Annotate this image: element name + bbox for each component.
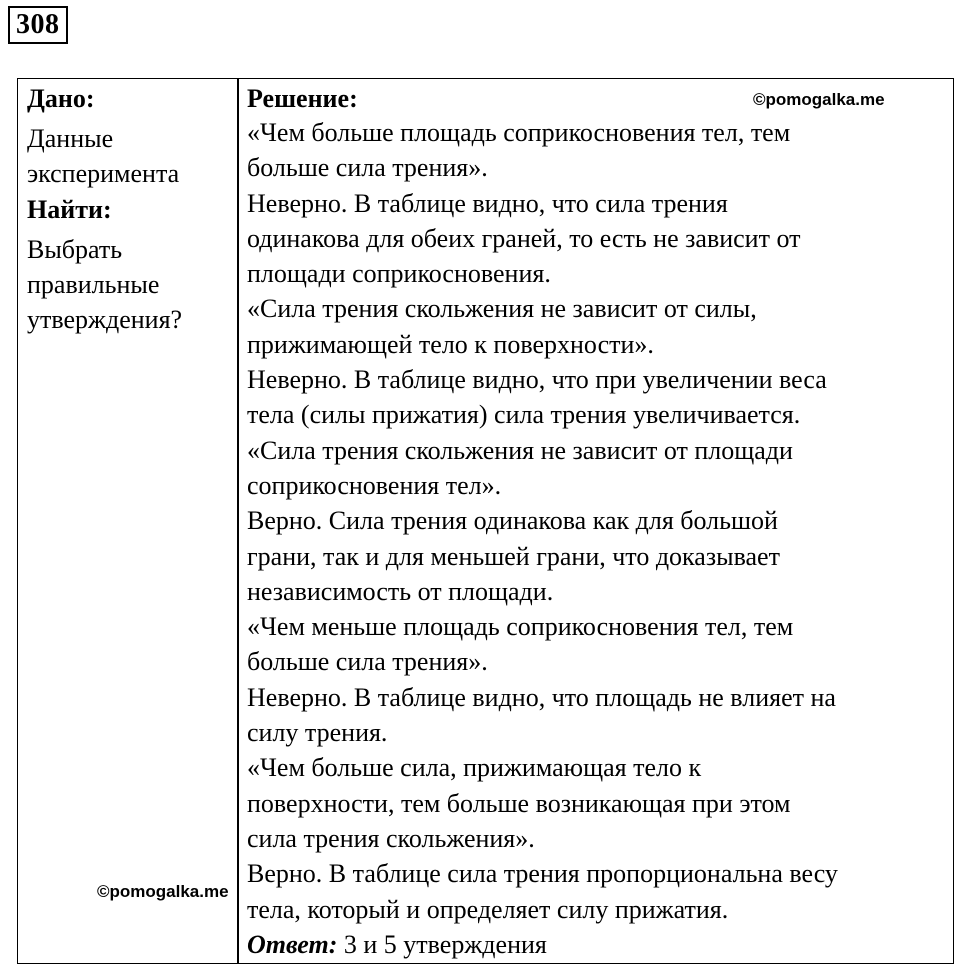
- solution-line: грани, так и для меньшей грани, что доказывает: [247, 541, 780, 571]
- solution-line: больше сила трения».: [247, 647, 488, 677]
- solution-line: одинакова для обеих граней, то есть не зависит от: [247, 223, 801, 253]
- solution-line: больше сила трения».: [247, 153, 488, 183]
- solution-line: Верно. В таблице сила трения пропорциональна весу: [247, 859, 838, 889]
- find-heading: Найти:: [27, 195, 112, 224]
- solution-heading: Решение:: [247, 84, 358, 113]
- solution-line: силу трения.: [247, 718, 388, 748]
- solution-column: [247, 83, 952, 962]
- solution-line: Неверно. В таблице видно, что площадь не влияет на: [247, 682, 836, 712]
- solution-line: «Чем меньше площадь соприкосновения тел, тем: [247, 612, 794, 642]
- given-heading: Дано:: [27, 84, 95, 113]
- column-divider: [237, 79, 239, 963]
- given-text: [27, 121, 232, 191]
- solution-line: поверхности, тем больше возникающая при этом: [247, 788, 791, 818]
- solution-line: «Чем больше площадь соприкосновения тел, тем: [247, 118, 791, 147]
- solution-line: «Сила трения скольжения не зависит от площади: [247, 435, 793, 465]
- answer-text: 3 и 5 утверждения: [337, 929, 547, 959]
- watermark-top: ©pomogalka.me: [753, 90, 885, 109]
- solution-line: соприкосновения тел».: [247, 470, 502, 500]
- solution-line: «Чем больше сила, прижимающая тело к: [247, 753, 702, 783]
- solution-line: Неверно. В таблице видно, что при увеличении веса: [247, 365, 827, 395]
- solution-line: площади соприкосновения.: [247, 259, 551, 289]
- find-line: Выбрать: [27, 235, 123, 264]
- find-line: утверждения?: [27, 305, 183, 334]
- solution-table: [17, 78, 954, 964]
- answer-line: [247, 927, 952, 962]
- given-line: Данные: [27, 124, 114, 153]
- solution-line: Неверно. В таблице видно, что сила трения: [247, 188, 728, 218]
- solution-line: прижимающей тело к поверхности».: [247, 329, 654, 359]
- given-line: эксперимента: [27, 159, 180, 188]
- problem-number: 308: [8, 6, 68, 44]
- given-column: [27, 83, 232, 340]
- solution-line: сила трения скольжения».: [247, 823, 535, 853]
- watermark-bottom: ©pomogalka.me: [97, 882, 229, 901]
- solution-line: тела, который и определяет силу прижатия.: [247, 894, 729, 924]
- solution-line: тела (силы прижатия) сила трения увеличивается.: [247, 400, 801, 430]
- solution-line: Верно. Сила трения одинакова как для большой: [247, 506, 778, 536]
- find-text: [27, 232, 232, 337]
- solution-line: независимость от площади.: [247, 576, 554, 606]
- solution-line: «Сила трения скольжения не зависит от силы,: [247, 294, 757, 324]
- answer-label: Ответ:: [247, 929, 338, 959]
- solution-body: [247, 115, 952, 962]
- find-line: правильные: [27, 270, 160, 299]
